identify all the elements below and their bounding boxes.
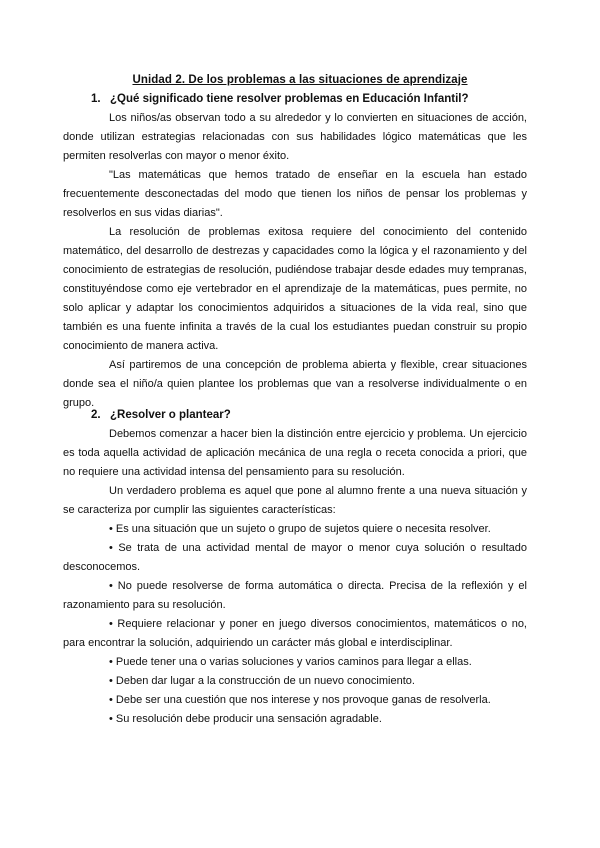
bullet-item: • No puede resolverse de forma automática o directa. Precisa de la reflexión y el razonamiento para su resolución. — [63, 580, 527, 611]
bullet-item: • Puede tener una o varias soluciones y varios caminos para llegar a ellas. — [109, 656, 472, 668]
section-1-quote: "Las matemáticas que hemos tratado de enseñar en la escuela han estado frecuentemente desconectadas del modo que tienen los niños de pensar los problemas y resolverlos en sus vidas diarias". — [63, 169, 527, 219]
section-2-paragraph-2: Un verdadero problema es aquel que pone al alumno frente a una nueva situación y se caracteriza por cumplir las siguientes características: — [63, 485, 527, 516]
section-1-number: 1. — [91, 93, 101, 105]
bullet-item: • Es una situación que un sujeto o grupo de sujetos quiere o necesita resolver. — [109, 523, 491, 535]
section-1-paragraph-1: Los niños/as observan todo a su alrededor y lo convierten en situaciones de acción, donde utilizan estrategias relacionadas con sus habilidades lógico matemáticas que les permiten resolverlas con mayor o menor éxito. — [63, 112, 527, 162]
bullet-item: • Requiere relacionar y poner en juego diversos conocimientos, matemáticos o no, para encontrar la solución, adquiriendo un carácter más global e interdisciplinar. — [63, 618, 527, 649]
bullet-item: • Se trata de una actividad mental de mayor o menor cuya solución o resultado desconocemos. — [63, 542, 527, 573]
section-1-paragraph-2: La resolución de problemas exitosa requiere del conocimiento del contenido matemático, del desarrollo de destrezas y capacidades como la lógica y el razonamiento y del conocimiento de estrategias de resolución, pudiéndose trabajar desde edades muy tempranas, constituyéndose como eje vertebrador en el aprendizaje de la matemáticas, pues permite, no solo aplicar y adaptar los conocimientos adquiridos a situaciones de la vida real, sino que también es una fuente infinita a través de la cual los estudiantes puedan construir su propio conocimiento de manera activa. — [63, 226, 527, 352]
section-2-paragraph-1: Debemos comenzar a hacer bien la distinción entre ejercicio y problema. Un ejercicio es toda aquella actividad de aplicación mecánica de una regla o receta conocida a priori, que no requiere una actividad intensa del pensamiento para su resolución. — [63, 428, 527, 478]
bullet-item: • Su resolución debe producir una sensación agradable. — [109, 713, 382, 725]
section-1-heading-text: ¿Qué significado tiene resolver problemas en Educación Infantil? — [110, 93, 469, 105]
section-1-body — [63, 109, 527, 413]
section-2-heading — [91, 409, 231, 421]
section-1-heading — [91, 93, 469, 105]
bullet-item: • Deben dar lugar a la construcción de un nuevo conocimiento. — [109, 675, 415, 687]
bullet-item: • Debe ser una cuestión que nos interese y nos provoque ganas de resolverla. — [109, 694, 491, 706]
section-1-paragraph-3: Así partiremos de una concepción de problema abierta y flexible, crear situaciones donde sea el niño/a quien plantee los problemas que van a resolverse individualmente o en grupo. — [63, 359, 527, 409]
section-2-heading-text: ¿Resolver o plantear? — [110, 409, 231, 421]
page-title: Unidad 2. De los problemas a las situaciones de aprendizaje — [132, 74, 468, 86]
section-2-number: 2. — [91, 409, 101, 421]
section-2-body — [63, 425, 527, 729]
